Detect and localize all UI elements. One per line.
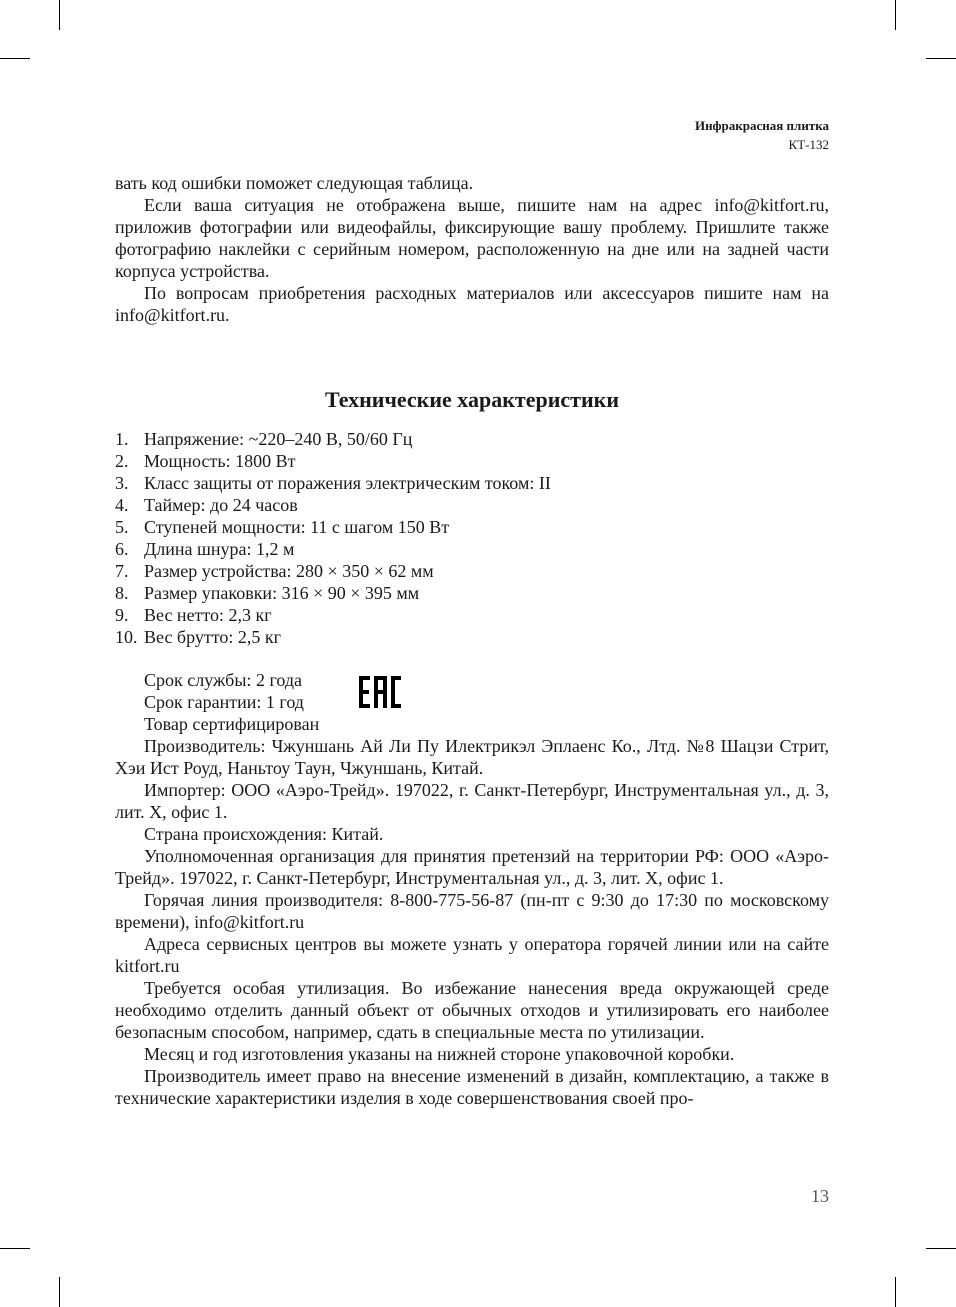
manufacturer-info: Производитель: Чжуншань Ай Ли Пу Илектрикэл Эплаенс Ко., Лтд. №8 Шацзи Стрит, Хэи Ист Роуд, Наньтоу Таун, Чжуншань, Китай. [115, 736, 829, 778]
spec-item: 4. Таймер: до 24 часов [115, 495, 298, 515]
eac-certification-icon [359, 676, 401, 708]
spec-item: 5. Ступеней мощности: 11 с шагом 150 Вт [115, 517, 450, 537]
changes-notice: Производитель имеет право на внесение изменений в дизайн, комплектацию, а также в технические характеристики изделия в ходе совершенствования своей про- [115, 1066, 829, 1108]
spec-list [115, 428, 829, 648]
spec-item: 6. Длина шнура: 1,2 м [115, 539, 295, 559]
manufacture-date-info: Месяц и год изготовления указаны на нижней стороне упаковочной коробки. [144, 1044, 735, 1064]
importer-info: Импортер: ООО «Аэро-Трейд». 197022, г. Санкт-Петербург, Инструментальная ул., д. 3, лит. Х, офис 1. [115, 780, 829, 822]
authorized-organization: Уполномоченная организация для принятия претензий на территории РФ: ООО «Аэро-Трейд». 197022, г. Санкт-Петербург, Инструментальная ул., д. 3, лит. Х, офис 1. [115, 846, 829, 888]
spec-item: 3. Класс защиты от поражения электрическим током: II [115, 473, 551, 493]
service-life: Срок службы: 2 года [144, 670, 303, 690]
crop-mark [926, 58, 956, 59]
certified-note: Товар сертифицирован [144, 714, 320, 734]
warranty-period: Срок гарантии: 1 год [144, 692, 304, 712]
spec-item: 8. Размер упаковки: 316 × 90 × 395 мм [115, 583, 420, 603]
crop-mark [926, 1248, 956, 1249]
intro-paragraph-2: Если ваша ситуация не отображена выше, пишите нам на адрес info@kitfort.ru, приложив фотографии или видеофайлы, фиксирующие вашу проблему. Пришлите также фотографию наклейки с серийным номером, расположенную на дне или на задней части корпуса устройства. [115, 195, 829, 281]
intro-paragraph-3: По вопросам приобретения расходных материалов или аксессуаров пишите нам на info@kitfort.ru. [115, 283, 829, 325]
spec-item: 7. Размер устройства: 280 × 350 × 62 мм [115, 561, 434, 581]
disposal-info: Требуется особая утилизация. Во избежание нанесения вреда окружающей среде необходимо отделить данный объект от обычных отходов и утилизировать его наиболее безопасным способом, например, сдать в специальные места по утилизации. [115, 978, 829, 1042]
header-title: Инфракрасная плитка [694, 118, 829, 133]
certification-block [115, 669, 829, 735]
running-header [695, 116, 829, 154]
crop-mark [0, 58, 30, 59]
page-number: 13 [811, 1186, 829, 1206]
page-content [115, 172, 829, 1109]
service-centers-info: Адреса сервисных центров вы можете узнать у оператора горячей линии или на сайте kitfort.ru [115, 934, 829, 976]
header-model: КТ-132 [788, 137, 829, 152]
hotline-info: Горячая линия производителя: 8-800-775-56-87 (пн-пт с 9:30 до 17:30 по московскому времени), info@kitfort.ru [115, 890, 829, 932]
section-title: Технические характеристики [324, 387, 620, 412]
crop-mark [59, 0, 60, 30]
crop-mark [895, 1277, 896, 1307]
intro-paragraph-1: вать код ошибки поможет следующая таблица. [115, 173, 474, 193]
crop-mark [59, 1277, 60, 1307]
spec-item: 10. Вес брутто: 2,5 кг [115, 627, 281, 647]
spec-item: 9. Вес нетто: 2,3 кг [115, 605, 272, 625]
spec-item: 1. Напряжение: ~220–240 В, 50/60 Гц [115, 429, 413, 449]
crop-mark [0, 1248, 30, 1249]
spec-item: 2. Мощность: 1800 Вт [115, 451, 296, 471]
country-of-origin: Страна происхождения: Китай. [144, 824, 384, 844]
crop-mark [895, 0, 896, 30]
